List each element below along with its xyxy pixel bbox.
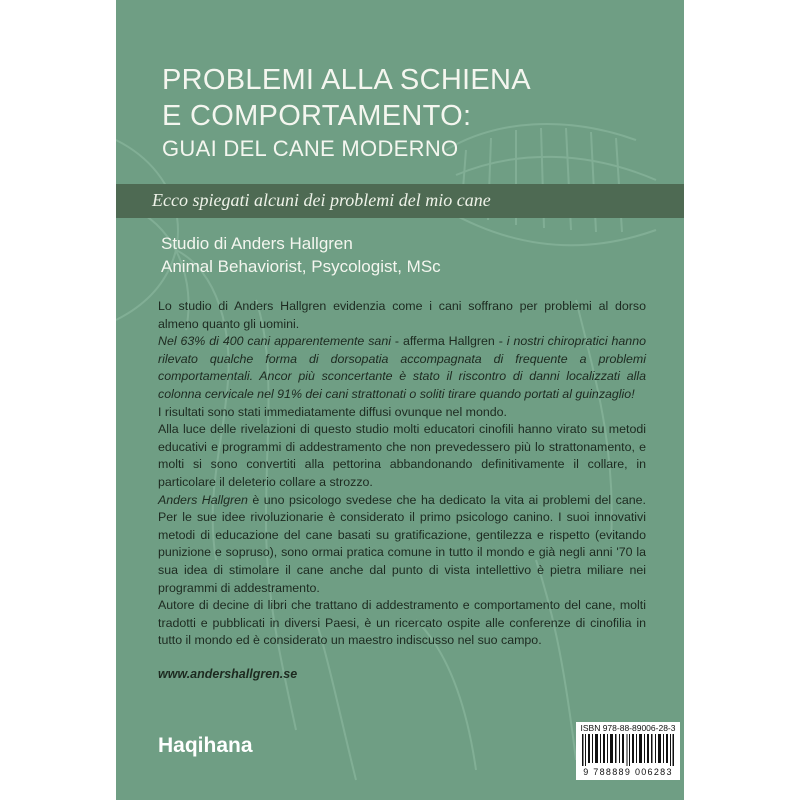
paragraph-3: I risultati sono stati immediatamente diffusi ovunque nel mondo. xyxy=(158,404,507,419)
paragraph-2-italic-b: i nostri chiropratici hanno rilevato qualche forma di dorsopatia accompagnata di frequente a problemi comportamentali. Ancor più sconcertante è stato il riscontro di danni localizzati alla colonna cervicale nel 91% dei cani strattonati o soliti tirare quando portati al guinzaglio! xyxy=(158,334,646,401)
paragraph-4: Alla luce delle rivelazioni di questo studio molti educatori cinofili hanno virato su metodi educativi e programmi di addestramento che non prevedessero più lo strattonamento, e molti si sono convertiti alla pettorina abbandonando definitivamente il collare, in particolare il deleterio collare a strozzo. xyxy=(158,422,646,489)
barcode-bars xyxy=(582,734,674,766)
title-line-3: GUAI DEL CANE MODERNO xyxy=(162,136,459,161)
author-line-1: Studio di Anders Hallgren xyxy=(161,234,353,253)
paragraph-2-italic-a: Nel 63% di 400 cani apparentemente sani xyxy=(158,334,391,349)
paragraph-5-italic: Anders Hallgren xyxy=(158,492,248,507)
paragraph-2-plain: - afferma Hallgren - xyxy=(390,334,507,349)
author-block xyxy=(161,232,441,278)
paragraph-1: Lo studio di Anders Hallgren evidenzia come i cani soffrano per problemi al dorso almeno quanto gli uomini. xyxy=(158,299,646,331)
paragraph-2 xyxy=(158,333,646,403)
paragraph-6: Autore di decine di libri che trattano di addestramento e comportamento del cane, molti tradotti e pubblicati in diversi Paesi, è un ricercato ospite alle conferenze di cinofilia in tutto il mondo ed è considerato un maestro indiscusso nel suo campo. xyxy=(158,598,646,648)
isbn-label: ISBN 978-88-89006-28-3 xyxy=(580,723,676,733)
body-text xyxy=(158,298,646,650)
book-back-cover xyxy=(116,0,684,800)
publisher-logo: Haqihana xyxy=(158,734,253,757)
paragraph-5 xyxy=(158,492,646,598)
subtitle-band xyxy=(116,184,684,218)
title-line-1: PROBLEMI ALLA SCHIENA xyxy=(162,64,531,96)
isbn-barcode xyxy=(576,722,680,780)
barcode-digits: 9 788889 006283 xyxy=(583,767,673,777)
website-url: www.andershallgren.se xyxy=(158,667,298,681)
author-line-2: Animal Behaviorist, Psycologist, MSc xyxy=(161,257,441,276)
title-line-2: E COMPORTAMENTO: xyxy=(162,100,472,132)
paragraph-5-text: è uno psicologo svedese che ha dedicato la vita ai problemi del cane. Per le sue idee rivoluzionarie è considerato il primo psicologo canino. I suoi innovativi metodi di educazione del cane basati su gratificazione, gentilezza e rispetto (evitando punizione e sopruso), sono ormai pratica comune in tutto il mondo e già negli anni '70 la sua idea di stimolare il cane anche dal punto di vista intellettivo è pietra miliare nei programmi di addestramento. xyxy=(158,492,646,595)
book-title xyxy=(162,62,531,164)
subtitle-text: Ecco spiegati alcuni dei problemi del mio cane xyxy=(152,190,491,210)
